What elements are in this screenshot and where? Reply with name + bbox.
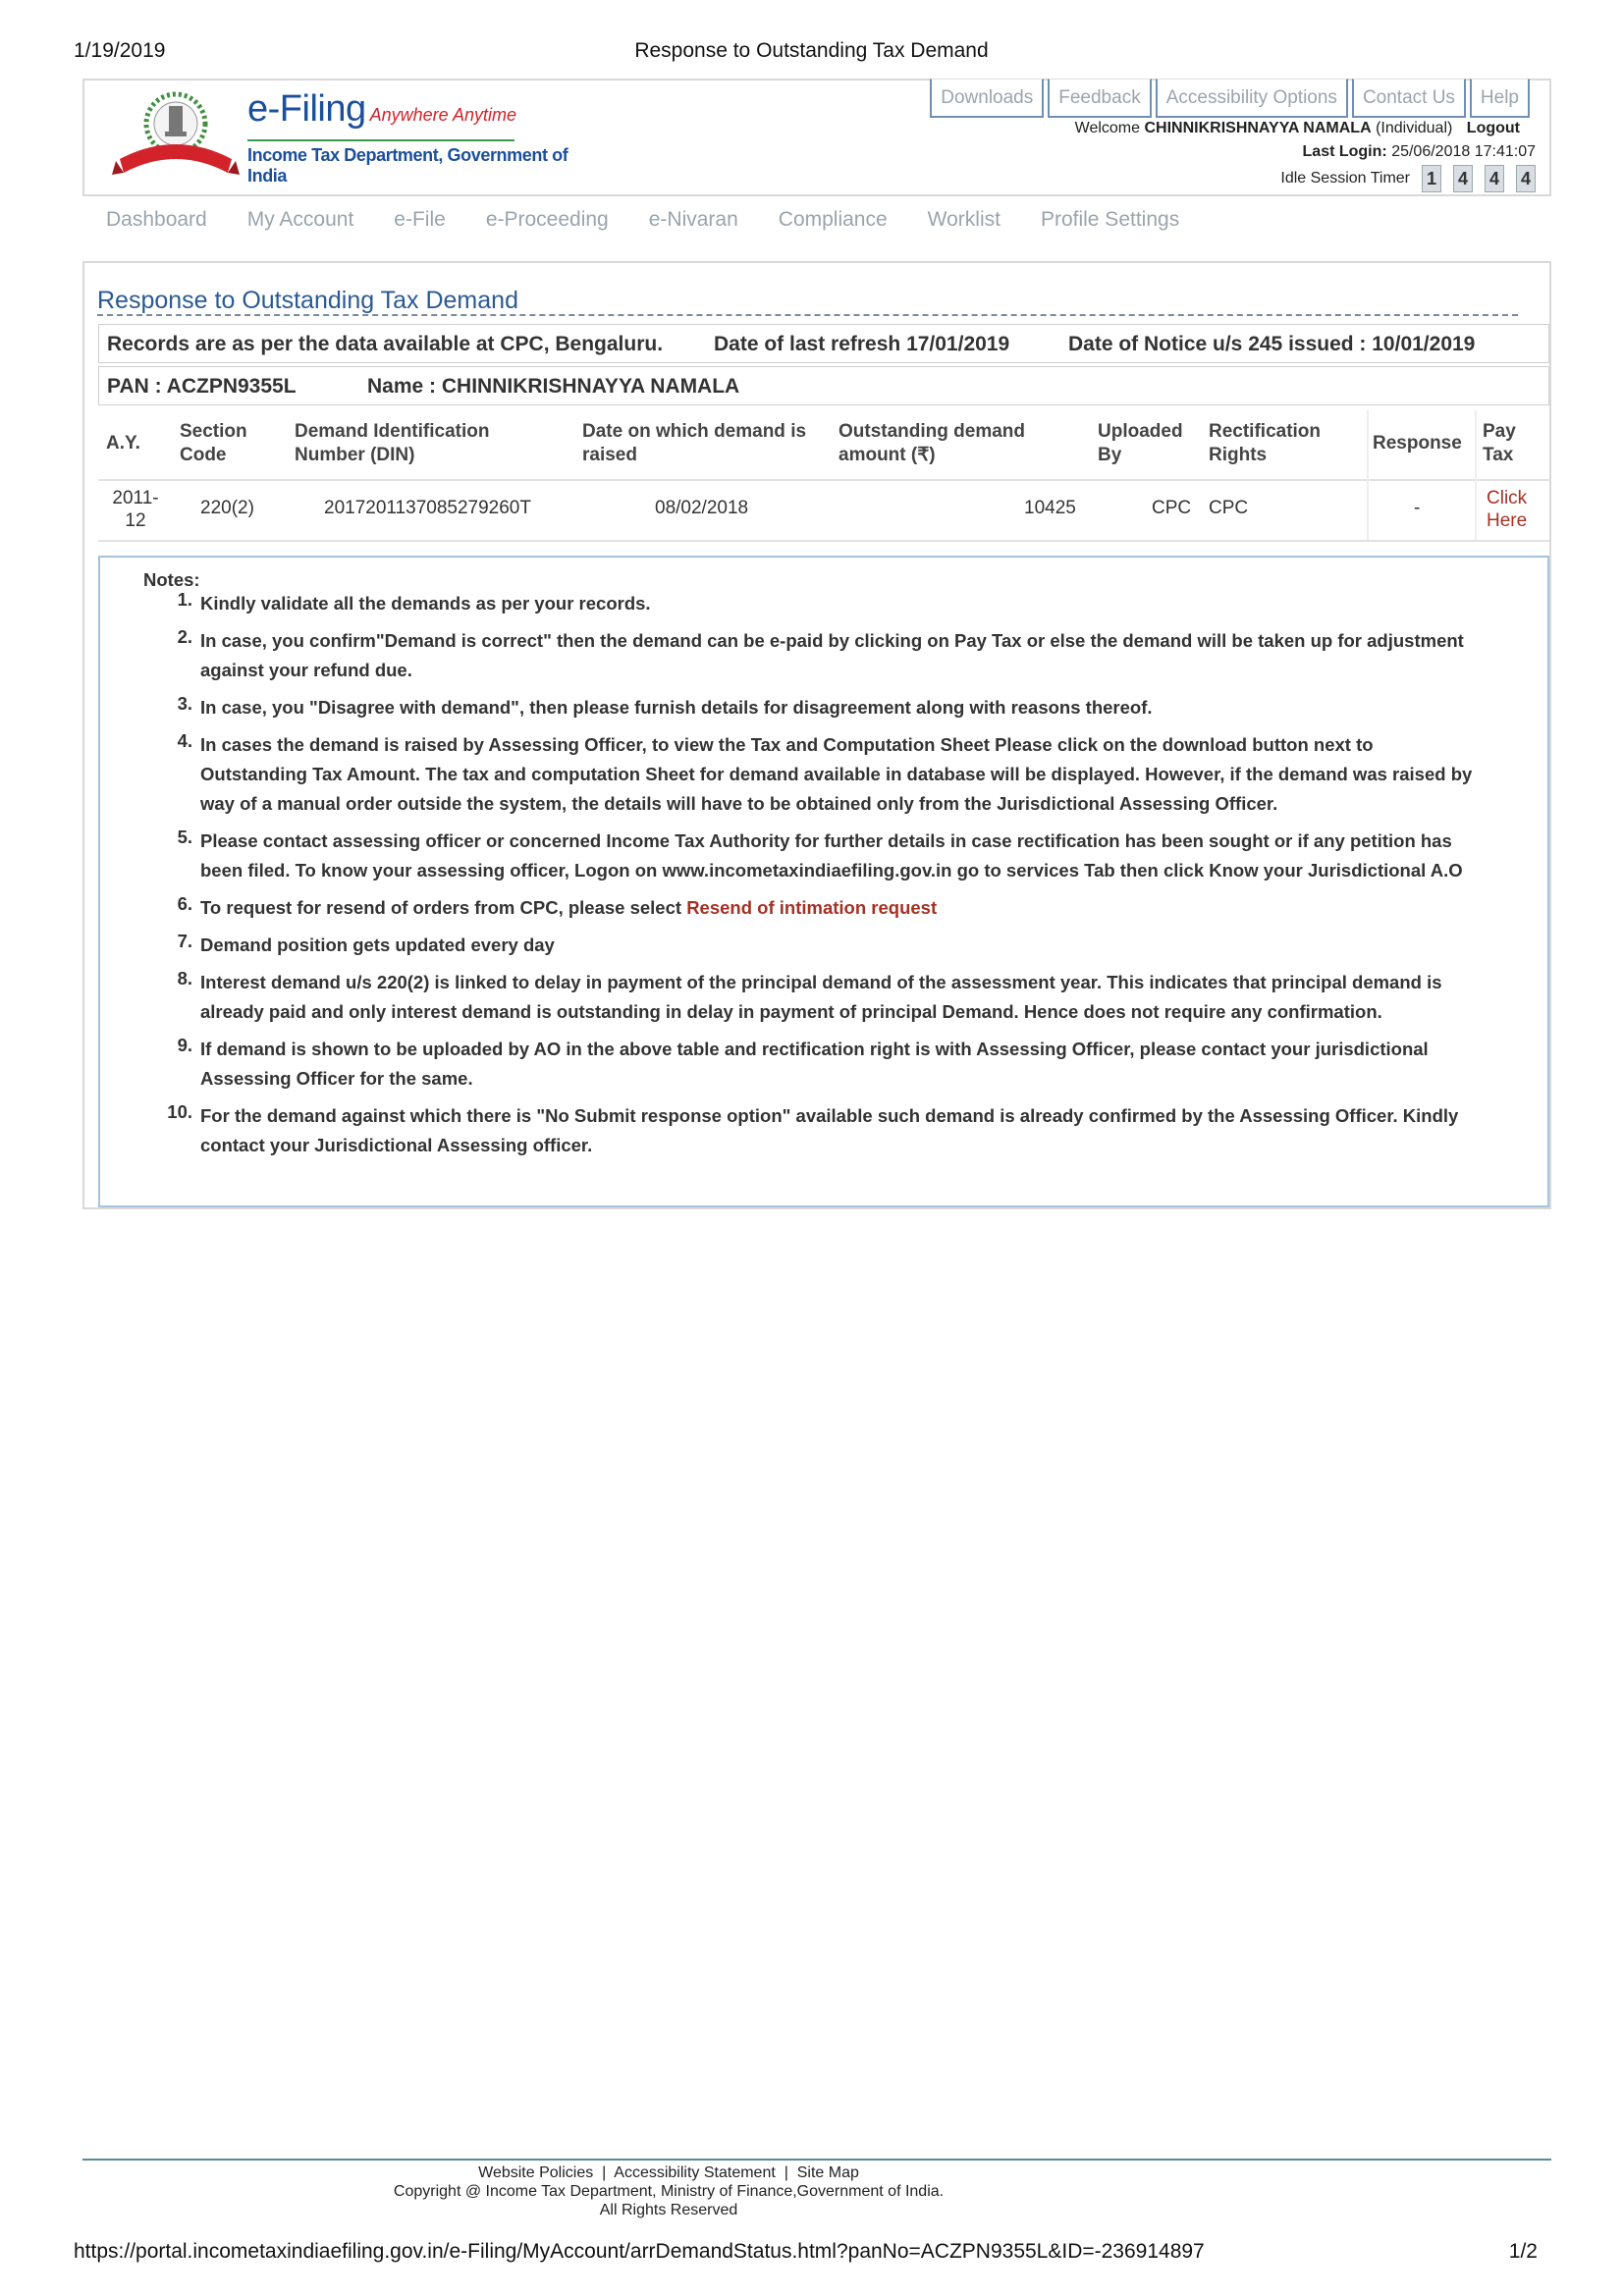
timer-digit: 4 <box>1453 165 1473 192</box>
last-refresh-date: Date of last refresh 17/01/2019 <box>714 333 1010 355</box>
cell-rectification-rights: CPC <box>1209 498 1249 518</box>
help-link[interactable]: Help <box>1470 79 1530 118</box>
cell-section-code: 220(2) <box>200 498 254 518</box>
last-login: Last Login: 25/06/2018 17:41:07 <box>1302 143 1536 160</box>
header-section-code: Section Code <box>180 421 247 465</box>
demand-table <box>98 410 1549 542</box>
feedback-link[interactable]: Feedback <box>1048 79 1151 118</box>
cell-response: - <box>1414 498 1421 518</box>
column-divider <box>1475 410 1477 540</box>
footer-divider <box>82 2159 1551 2161</box>
pay-tax-link[interactable]: Click Here <box>1487 488 1528 531</box>
nav-e-nivaran[interactable]: e-Nivaran <box>648 208 738 231</box>
main-content <box>82 261 1551 1209</box>
welcome-text: Welcome CHINNIKRISHNAYYA NAMALA (Individual) Logout <box>1074 120 1520 136</box>
cell-uploaded-by: CPC <box>1152 498 1192 518</box>
site-map-link[interactable]: Site Map <box>796 2164 859 2181</box>
print-date: 1/19/2019 <box>74 39 166 62</box>
records-info-row <box>98 324 1549 363</box>
brand-underline <box>247 139 514 141</box>
print-url: https://portal.incometaxindiaefiling.gov.in/e-Filing/MyAccount/arrDemandStatus.html?panNo=ACZPN9355L&ID=-236914897 <box>74 2240 1205 2263</box>
top-links <box>926 79 1530 118</box>
cell-outstanding-amount: 10425 <box>1024 498 1076 518</box>
accessibility-options-link[interactable]: Accessibility Options <box>1156 79 1348 118</box>
header-rectification-rights: Rectification Rights <box>1209 421 1322 465</box>
column-divider <box>1367 410 1369 540</box>
title-divider <box>97 314 1518 316</box>
print-header <box>74 39 1549 69</box>
header-uploaded-by: Uploaded By <box>1098 421 1183 465</box>
brand <box>247 88 568 186</box>
copyright: Copyright @ Income Tax Department, Ministry of Finance,Government of India. <box>393 2183 945 2200</box>
notes-panel: Notes: 1. Kindly validate all the demands as per your records. 2. In case, you confirm"Demand is correct" then the demand can be e-paid by clicking on Pay Tax or else the demand will be taken up for adjustment against your refund due. 3. In case, you "Disagree with demand", then please furnish details for disagreement along with reasons thereof. 4. In cases the demand is raised by Assessing Officer, to view the Tax and Computation Sheet Please click on the download button next to Outstanding Tax Amount. The tax and computation Sheet for demand available in database will be displayed. However, if the demand was raised by way of a manual order outside the system, the details will have to be obtained only from the Jurisdictional Assessing Officer. 5. Please contact assessing officer or concerned Income Tax Authority for further details in case rectification has been sought or if any petition has been filed. To know your assessing officer, Logon on www.incometaxindiaefiling.gov.in go to services Tab then click Know your Jurisdictional A.O 6. To request for resend of orders from CPC, please select Resend of intimation request 7. Demand position gets updated every day 8. Interest demand u/s 220(2) is linked to delay in payment of the principal demand of the assessment year. This indicates that principal demand is already paid and only interest demand is outstanding in delay in payment of principal Demand. Hence does not require any confirmation. 9. If demand is shown to be uploaded by AO in the above table and rectification right is with Assessing Officer, please contact your jurisdictional Assessing Officer for the same. 10. For the demand against which there is "No Submit response option" available such demand is already confirmed by the Assessing Officer. Kindly contact your Jurisdictional Assessing officer. <box>98 556 1549 1207</box>
header-pay-tax: Pay Tax <box>1483 421 1516 465</box>
nav-dashboard[interactable]: Dashboard <box>106 208 207 231</box>
taxpayer-name: Name : CHINNIKRISHNAYYA NAMALA <box>367 375 740 398</box>
page-title: Response to Outstanding Tax Demand <box>97 287 518 314</box>
nav-worklist[interactable]: Worklist <box>927 208 1001 231</box>
records-source: Records are as per the data available at CPC, Bengaluru. <box>107 333 664 355</box>
accessibility-statement-link[interactable]: Accessibility Statement <box>614 2164 776 2181</box>
logout-link[interactable]: Logout <box>1466 120 1520 136</box>
site-header <box>82 79 1551 196</box>
contact-us-link[interactable]: Contact Us <box>1352 79 1466 118</box>
header-din: Demand Identification Number (DIN) <box>295 421 490 465</box>
cell-ay: 2011- 12 <box>112 488 159 531</box>
table-bottom-border <box>98 540 1549 542</box>
resend-intimation-link[interactable]: Resend of intimation request <box>686 897 938 918</box>
website-policies-link[interactable]: Website Policies <box>478 2164 594 2181</box>
site-footer: Website Policies | Accessibility Statement | Site Map Copyright @ Income Tax Department, Ministry of Finance,Government of India. All Rights Reserved <box>82 2163 1255 2219</box>
notice-date: Date of Notice u/s 245 issued : 10/01/2019 <box>1068 333 1476 355</box>
pan-number: PAN : ACZPN9355L <box>107 375 297 398</box>
brand-name: e-Filing <box>247 88 366 130</box>
nav-e-proceeding[interactable]: e-Proceeding <box>485 208 609 231</box>
cell-date-raised: 08/02/2018 <box>655 498 749 518</box>
header-ay: A.Y. <box>106 433 140 454</box>
table-divider <box>98 479 1549 481</box>
header-date-raised: Date on which demand is raised <box>582 421 807 465</box>
brand-department: Income Tax Department, Government of India <box>247 145 568 186</box>
timer-digit: 4 <box>1516 165 1536 192</box>
print-page-number: 1/2 <box>1508 2240 1538 2263</box>
timer-digit: 4 <box>1485 165 1504 192</box>
main-nav <box>106 208 1219 232</box>
user-type: (Individual) <box>1376 120 1453 136</box>
timer-digit: 1 <box>1422 165 1441 192</box>
nav-profile-settings[interactable]: Profile Settings <box>1040 208 1180 231</box>
idle-session-timer: Idle Session Timer 1 4 4 4 <box>1280 165 1536 192</box>
user-name: CHINNIKRISHNAYYA NAMALA <box>1144 120 1372 136</box>
downloads-link[interactable]: Downloads <box>930 79 1044 118</box>
print-title: Response to Outstanding Tax Demand <box>634 39 989 62</box>
brand-tagline: Anywhere Anytime <box>369 105 517 125</box>
taxpayer-info-row <box>98 366 1549 405</box>
header-response: Response <box>1373 433 1462 454</box>
rights-reserved: All Rights Reserved <box>599 2202 738 2218</box>
nav-compliance[interactable]: Compliance <box>778 208 888 231</box>
income-tax-emblem-logo <box>112 82 240 181</box>
last-login-value: 25/06/2018 17:41:07 <box>1391 143 1536 160</box>
nav-my-account[interactable]: My Account <box>246 208 354 231</box>
cell-din: 2017201137085279260T <box>324 498 531 518</box>
nav-e-file[interactable]: e-File <box>394 208 446 231</box>
header-outstanding-amount: Outstanding demand amount (₹) <box>839 421 1025 465</box>
notes-title: Notes: <box>143 569 200 590</box>
